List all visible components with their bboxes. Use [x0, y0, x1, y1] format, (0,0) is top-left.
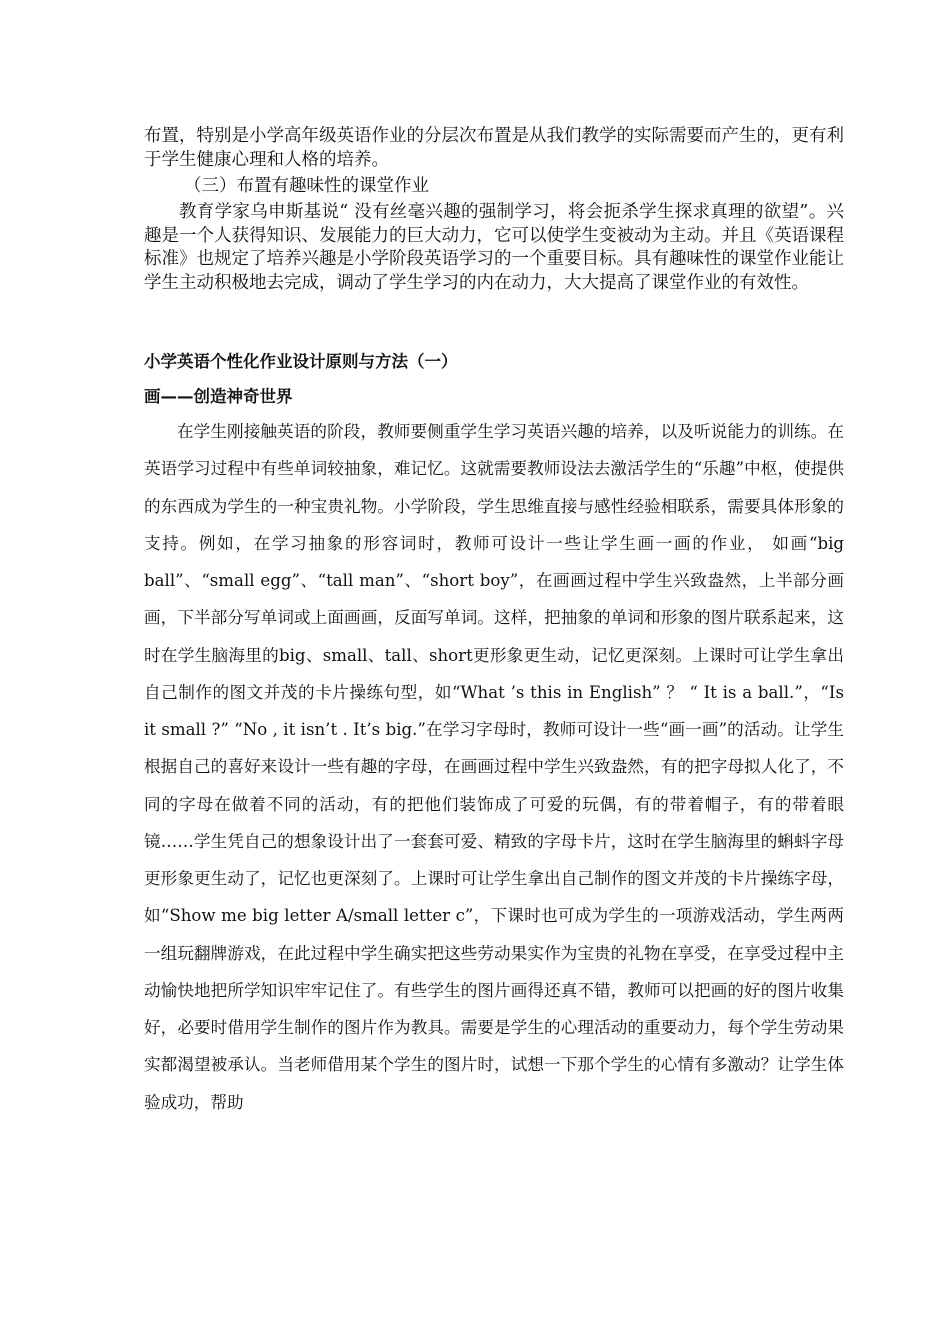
- paragraph-drawing-method: 在学生刚接触英语的阶段，教师要侧重学生学习英语兴趣的培养，以及听说能力的训练。在英语学习过程中有些单词较抽象，难记忆。这就需要教师设法去激活学生的“乐趣”中枢，使提供的东西成为学生的一种宝贵礼物。小学阶段，学生思维直接与感性经验相联系，需要具体形象的支持。例如，在学习抽象的形容词时，教师可设计一些让学生画一画的作业， 如画“big ball”、“small egg”、“tall man”、“short boy”，在画画过程中学生兴致盎然，上半部分画画，下半部分写单词或上面画画，反面写单词。这样，把抽象的单词和形象的图片联系起来，这时在学生脑海里的big、small、tall、short更形象更生动，记忆更深刻。上课时可让学生拿出自己制作的图文并茂的卡片操练句型，如“What ’s this in English” ？ “ It is a ball.”，“Is it small ?” “No , it isn’t . It’s big.”在学习字母时，教师可设计一些“画一画”的活动。让学生根据自己的喜好来设计一些有趣的字母，在画画过程中学生兴致盎然，有的把字母拟人化了，不同的字母在做着不同的活动，有的把他们装饰成了可爱的玩偶，有的带着帽子，有的带着眼镜……学生凭自己的想象设计出了一套套可爱、精致的字母卡片，这时在学生脑海里的蝌蚪字母更形象更生动了，记忆也更深刻了。上课时可让学生拿出自己制作的图文并茂的卡片操练字母，如“Show me big letter A/small letter c”，下课时也可成为学生的一项游戏活动，学生两两一组玩翻牌游戏，在此过程中学生确实把这些劳动果实作为宝贵的礼物在享受，在享受过程中主动愉快地把所学知识牢牢记住了。有些学生的图片画得还真不错，教师可以把画的好的图片收集好，必要时借用学生制作的图片作为教具。需要是学生的心理活动的重要动力，每个学生劳动果实都渴望被承认。当老师借用某个学生的图片时，试想一下那个学生的心情有多激动？让学生体验成功，帮助: [144, 422, 844, 1112]
- paragraph-interest: 教育学家乌申斯基说“ 没有丝毫兴趣的强制学习，将会扼杀学生探求真理的欲望”。兴趣是一个人获得知识、发展能力的巨大动力，它可以使学生变被动为主动。并且《英语课程标准》也规定了培养兴趣是小学阶段英语学习的一个重要目标。具有趣味性的课堂作业能让学生主动积极地去完成，调动了学生学习的内在动力，大大提高了课堂作业的有效性。: [144, 202, 844, 293]
- paragraph-continuation: 布置，特别是小学高年级英语作业的分层次布置是从我们教学的实际需要而产生的，更有利于学生健康心理和人格的培养。: [144, 126, 844, 170]
- section-subtitle: 画——创造神奇世界: [144, 387, 293, 406]
- subheading-interesting-homework: （三）布置有趣味性的课堂作业: [184, 176, 429, 196]
- section-title: 小学英语个性化作业设计原则与方法（一）: [144, 352, 458, 371]
